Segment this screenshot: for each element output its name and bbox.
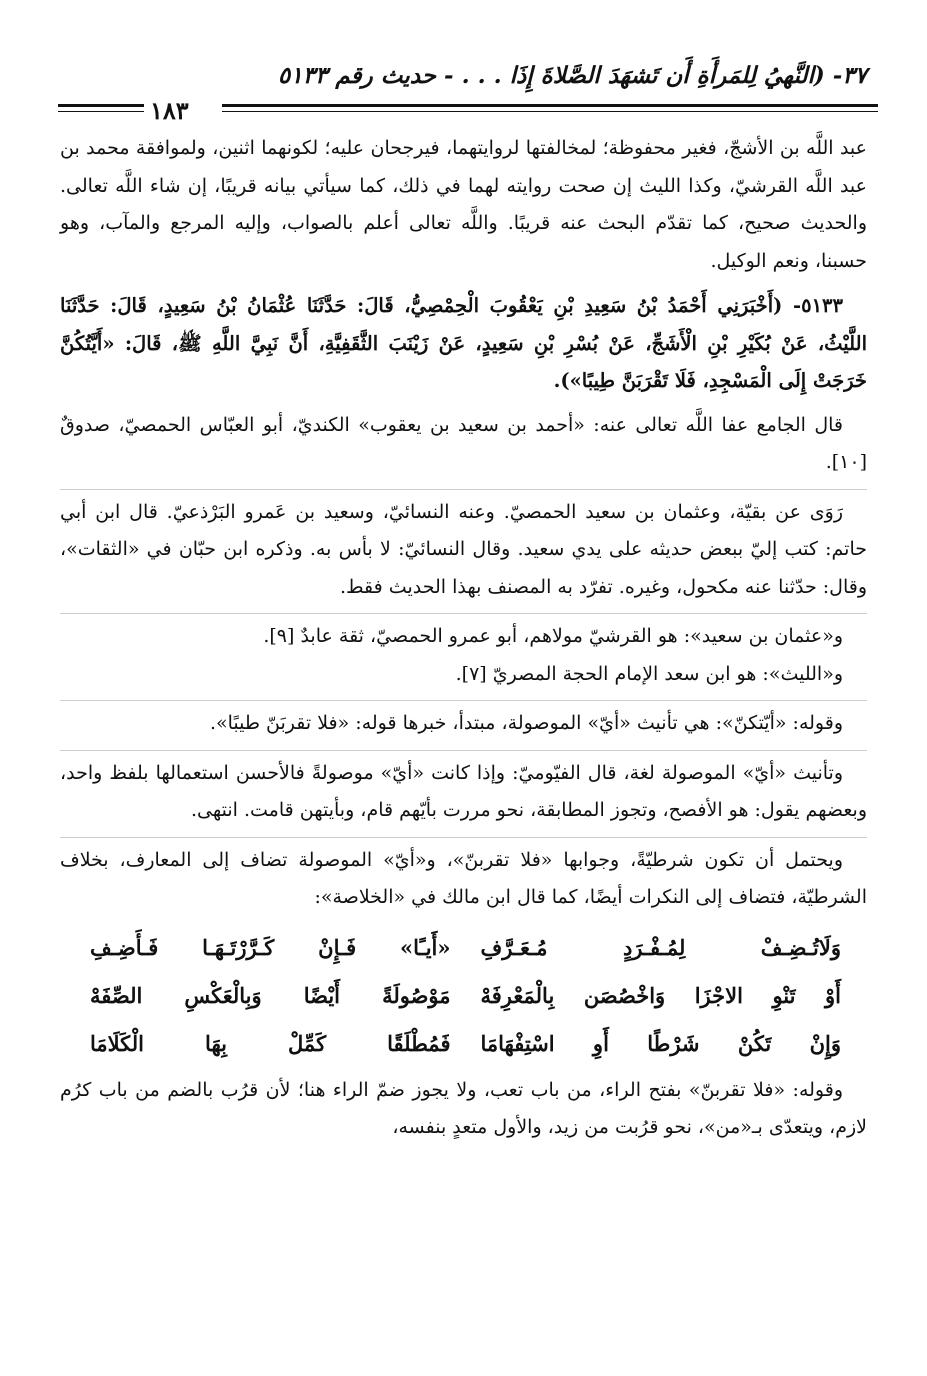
paragraph: قال الجامع عفا اللَّه تعالى عنه: «أحمد بن سعيد بن يعقوب» الكنديّ، أبو العبّاس الحمصيّ، صدوقٌ [١٠]. xyxy=(60,413,867,473)
running-header: ٣٧- (النَّهيُ لِلمَرأَةِ أَن تَشهَدَ الصَّلاةَ إِذَا . . . - حديث رقم ٥١٣٣ xyxy=(277,62,867,89)
poetry-verse xyxy=(60,972,867,1020)
divider xyxy=(60,837,867,838)
paragraph: عبد اللَّه بن الأشجّ، فغير محفوظة؛ لمخالفتها لروايتهما، فيرجحان عليه؛ لكونهما اثنين، ولموافقة محمد بن عبد اللَّه القرشيّ، وكذا الليث إن صحت روايته لهما في ذلك، كما سيأتي بيانه قريبًا، إن شاء اللَّه تعالى. والحديث صحيح، كما تقدّم البحث عنه قريبًا. واللَّه تعالى أعلم بالصواب، وإليه المرجع والمآب، وهو حسبنا، ونعم الوكيل. xyxy=(60,137,867,272)
divider xyxy=(60,489,867,490)
paragraph: رَوَى عن بقيّة، وعثمان بن سعيد الحمصيّ. وعنه النسائيّ، وسعيد بن عَمرو البَرْذعيّ. قال ابن أبي حاتم: كتب إليّ ببعض حديثه على يدي سعيد. وقال النسائيّ: لا بأس به. وذكره ابن حبّان في «الثقات»، وقال: حدّثنا عنه مكحول، وغيره. تفرّد به المصنف بهذا الحديث فقط. xyxy=(60,500,867,598)
page-number: ١٨٣ xyxy=(150,96,189,125)
hadith-text: ٥١٣٣- (أَخْبَرَنِي أَحْمَدُ بْنُ سَعِيدِ بْنِ يَعْقُوبَ الْحِمْصِيُّ، قَالَ: حَدَّثَنَا عُثْمَانُ بْنُ سَعِيدٍ، قَالَ: حَدَّثَنَا اللَّيْثُ، عَنْ بُكَيْرِ بْنِ الْأَشَجِّ، عَنْ بُسْرِ بْنِ سَعِيدٍ، عَنْ زَيْنَبَ الثَّقَفِيَّةِ، أَنَّ نَبِيَّ اللَّهِ ﷺ، قَالَ: «أَيَّتُكُنَّ خَرَجَتْ إِلَى الْمَسْجِدِ، فَلَا تَقْرَبَنَّ طِيبًا»). xyxy=(60,294,867,392)
poetry-verse xyxy=(60,1020,867,1068)
paragraph: وتأنيث «أيّ» الموصولة لغة، قال الفيّوميّ: وإذا كانت «أيّ» موصولةً فالأحسن استعمالها بلفظ واحد، وبعضهم يقول: هو الأفصح، وتجوز المطابقة، نحو مررت بأيّهم قام، وبأيتهن قامت. انتهى. xyxy=(60,761,867,821)
header-rule xyxy=(58,111,144,112)
verse-first-half: وَإِنْ تَكُنْ شَرْطًا أَوِ اسْتِفْهَامَا xyxy=(480,1030,841,1056)
paragraph: و«الليث»: هو ابن سعد الإمام الحجة المصريّ [٧]. xyxy=(455,662,843,685)
paragraph: ويحتمل أن تكون شرطيّةً، وجوابها «فلا تقربنّ»، و«أيّ» الموصولة تضاف إلى المعارف، بخلاف الشرطيّة، فتضاف إلى النكرات أيضًا، كما قال ابن مالك في «الخلاصة»: xyxy=(60,848,867,908)
poetry-verse xyxy=(60,924,867,972)
header-rule xyxy=(222,111,878,112)
verse-second-half: «أَيـًا» فَـإِنْ كَـرَّرْتَـهَـا فَـأَضِـفِ xyxy=(90,934,451,960)
header-rule xyxy=(222,104,878,107)
header-rule xyxy=(58,104,144,107)
body-text xyxy=(60,130,867,1154)
paragraph: وقوله: «أيّتكنّ»: هي تأنيث «أيّ» الموصولة، مبتدأ، خبرها قوله: «فلا تقربَنّ طيبًا». xyxy=(209,712,843,734)
paragraph: وقوله: «فلا تقربنّ» بفتح الراء، من باب تعب، ولا يجوز ضمّ الراء هنا؛ لأن قرُب بالضم من باب كرُم لازم، ويتعدّى بـ«من»، نحو قرُبت من زيد، والأول متعدٍ بنفسه، xyxy=(60,1078,867,1138)
divider xyxy=(60,750,867,751)
verse-first-half: وَلَاتُـضِـفْ لِمُـفْـرَدٍ مُـعَـرَّفِ xyxy=(480,934,841,960)
verse-first-half: أَوْ تَنْوِ الاجْزَا وَاخْصُصَن بِالْمَعْرِفَهْ xyxy=(480,982,841,1008)
paragraph: و«عثمان بن سعيد»: هو القرشيّ مولاهم، أبو عمرو الحمصيّ، ثقة عابدٌ [٩]. xyxy=(263,625,843,647)
verse-second-half: مَوْصُولَةً أَيْضًا وَبِالْعَكْسِ الصِّفَهْ xyxy=(90,982,451,1008)
verse-second-half: فَمُطْلَقًا كَمِّلْ بِهَا الْكَلَامَا xyxy=(90,1030,451,1056)
divider xyxy=(60,613,867,614)
divider xyxy=(60,700,867,701)
